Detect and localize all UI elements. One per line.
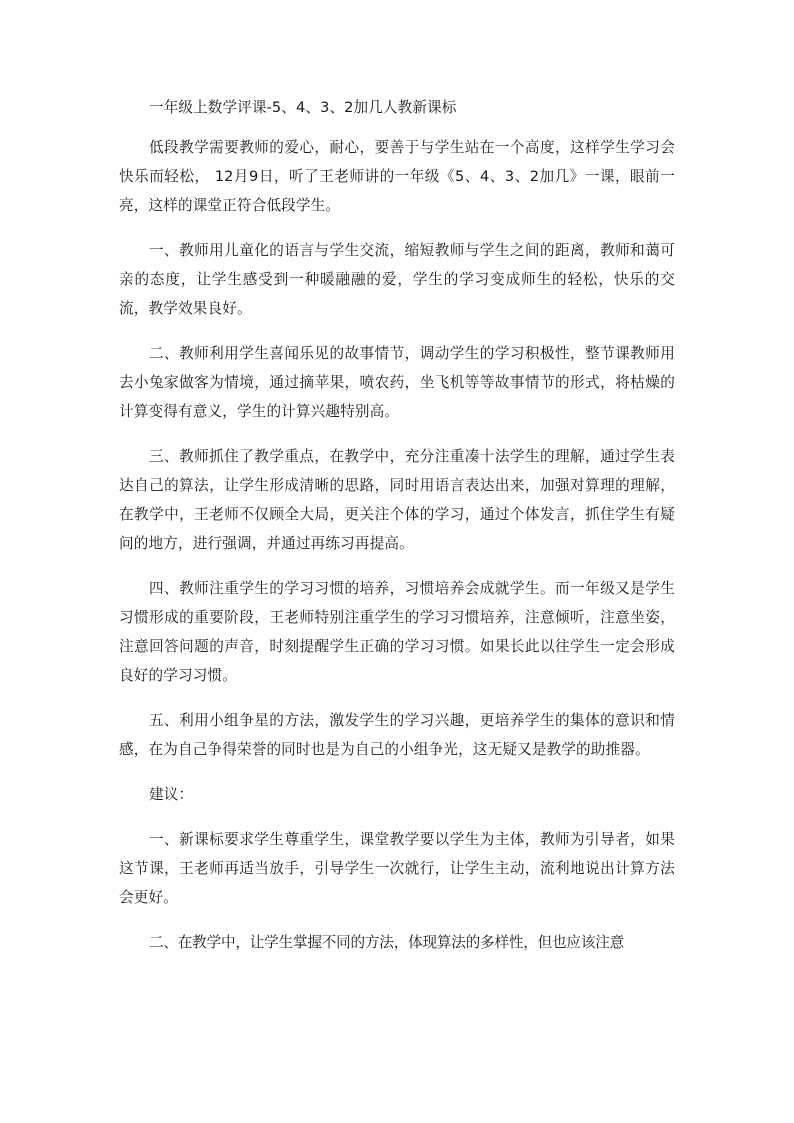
paragraph-suggestion-2: 二、在教学中，让学生掌握不同的方法，体现算法的多样性，但也应该注意 — [149, 934, 624, 951]
paragraph-point-4: 四、教师注重学生的学习习惯的培养，习惯培养会成就学生。而一年级又是学生习惯形成的重要阶段，王老师特别注重学生的学习习惯培养，注意倾听，注意坐姿，注意回答问题的声音，时刻提醒学生正确的学习习惯。如果长此以往学生一定会形成良好的学习习惯。 — [119, 580, 675, 684]
document-body — [119, 96, 675, 957]
suggestions-heading: 建议： — [149, 786, 194, 803]
paragraph-suggestion-1: 一、新课标要求学生尊重学生，课堂教学要以学生为主体，教师为引导者，如果这节课，王老师再适当放手，引导学生一次就行，让学生主动，流利地说出计算方法会更好。 — [119, 831, 675, 906]
paragraph-point-1: 一、教师用儿童化的语言与学生交流，缩短教师与学生之间的距离，教师和蔼可亲的态度，让学生感受到一种暖融融的爱，学生的学习变成师生的轻松，快乐的交流，教学效果良好。 — [119, 242, 675, 317]
paragraph-point-3: 三、教师抓住了教学重点，在教学中，充分注重凑十法学生的理解，通过学生表达自己的算法，让学生形成清晰的思路，同时用语言表达出来，加强对算理的理解，在教学中，王老师不仅顾全大局，更关注个体的学习，通过个体发言，抓住学生有疑问的地方，进行强调，并通过再练习再提高。 — [119, 448, 675, 552]
paragraph-intro: 低段教学需要教师的爱心，耐心，要善于与学生站在一个高度，这样学生学习会快乐而轻松， 12月9日，听了王老师讲的一年级《5、4、3、2加几》一课，眼前一亮，这样的课堂正符合低段学生。 — [119, 139, 675, 214]
paragraph-point-2: 二、教师利用学生喜闻乐见的故事情节，调动学生的学习积极性，整节课教师用去小兔家做客为情境，通过摘苹果，喷农药，坐飞机等等故事情节的形式，将枯燥的计算变得有意义，学生的计算兴趣特别高。 — [119, 345, 675, 420]
paragraph-point-5: 五、利用小组争星的方法，激发学生的学习兴趣，更培养学生的集体的意识和情感，在为自己争得荣誉的同时也是为自己的小组争光，这无疑又是教学的助推器。 — [119, 712, 675, 758]
document-title: 一年级上数学评课-5、4、3、2加几人教新课标 — [149, 99, 457, 116]
